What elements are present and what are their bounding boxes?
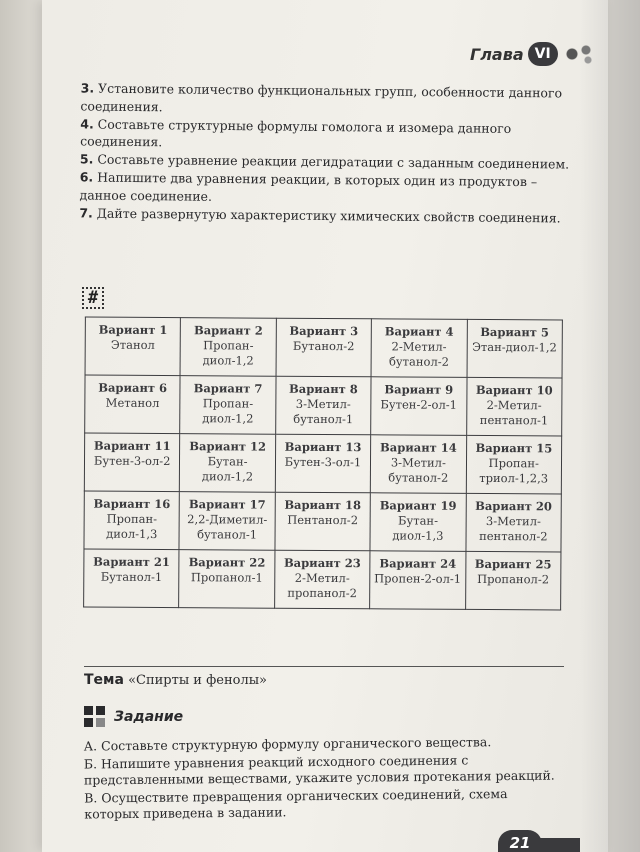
variant-compound: Бутанол-2	[292, 338, 355, 354]
table-row	[84, 433, 561, 494]
variant-cell	[370, 435, 466, 494]
variant-cell	[467, 319, 563, 378]
variant-cell	[276, 318, 372, 377]
variant-compound: Бутен-3-ол-2	[93, 453, 171, 469]
variant-compound: Этанол	[110, 337, 155, 352]
chapter-word: Глава	[470, 44, 524, 64]
divider	[84, 666, 564, 667]
variant-compound: Бутен-3-ол-1	[284, 454, 362, 470]
chapter-decoration-icon	[562, 42, 598, 66]
variant-label: Вариант 12	[189, 439, 267, 454]
variant-compound: Этан-диол-1,2	[472, 339, 557, 355]
variant-cell	[466, 493, 562, 552]
variant-compound: Пропан-диол-1,2	[202, 396, 254, 426]
task-text: Напишите уравнения реакций исходного соединения с представленными веществами, укажите условия протекания реакций.	[83, 751, 555, 788]
variant-cell	[274, 550, 370, 609]
variant-compound: Бутан-диол-1,2	[201, 454, 254, 484]
task-icon	[84, 706, 106, 728]
variant-cell	[371, 319, 467, 378]
variant-label: Вариант 17	[188, 497, 266, 512]
variant-compound: Пропанол-2	[477, 571, 550, 587]
variant-compound: Пентанол-2	[287, 512, 359, 528]
variant-label: Вариант 13	[284, 439, 362, 455]
task-text: Осуществите превращения органических соединений, схема которых приведена в задании.	[84, 785, 508, 822]
topic-line	[84, 672, 267, 688]
variant-cell	[85, 317, 181, 376]
variant-label: Вариант 6	[98, 380, 168, 396]
variant-cell	[180, 434, 276, 493]
variant-compound: Бутанол-1	[100, 569, 163, 585]
variant-label: Вариант 14	[380, 440, 457, 455]
question-number: 6.	[79, 169, 94, 185]
variant-cell	[371, 377, 467, 436]
variant-label: Вариант 16	[93, 496, 171, 512]
task-list	[84, 733, 565, 824]
variant-compound: Пропан-диол-1,2	[202, 338, 254, 368]
hash-icon: #	[82, 287, 104, 309]
variant-cell	[465, 551, 561, 610]
chapter-header	[470, 42, 598, 66]
task-item	[84, 751, 564, 789]
variant-label: Вариант 19	[379, 498, 457, 513]
variant-label: Вариант 11	[93, 438, 171, 454]
variant-label: Вариант 1	[98, 322, 168, 338]
table-row	[84, 491, 561, 552]
question-list	[79, 79, 570, 226]
chapter-number: VI	[528, 42, 558, 66]
variant-label: Вариант 25	[474, 556, 552, 572]
topic-word: Тема	[84, 672, 124, 688]
variant-compound: Пропан-диол-1,3	[106, 511, 158, 541]
page-number: 21	[498, 830, 542, 852]
variant-cell	[180, 318, 276, 377]
question-item	[80, 79, 570, 120]
variant-cell	[85, 375, 181, 434]
variant-compound: Бутан-диол-1,3	[392, 513, 444, 543]
table-row	[85, 375, 562, 436]
task-letter: В.	[84, 789, 98, 806]
task-item	[84, 785, 564, 823]
variant-cell	[466, 377, 562, 436]
variant-compound: 2-Метил-пропанол-2	[287, 570, 358, 601]
question-item	[79, 168, 569, 209]
question-item	[80, 115, 570, 156]
variant-compound: 2-Метил-бутанол-2	[388, 339, 450, 369]
topic-title: «Спирты и фенолы»	[128, 673, 268, 688]
variant-cell	[370, 493, 466, 552]
question-text: Составьте структурные формулы гомолога и изомера данного соединения.	[80, 116, 512, 150]
variant-label: Вариант 21	[93, 554, 171, 570]
variant-cell	[370, 551, 466, 610]
variant-compound: Пропанол-1	[190, 570, 263, 585]
variant-compound: 3-Метил-пентанол-2	[479, 513, 548, 544]
question-text: Дайте развернутую характеристику химических свойств соединения.	[96, 205, 561, 226]
question-number: 5.	[79, 151, 94, 167]
question-text: Установите количество функциональных групп, особенности данного соединения.	[80, 80, 563, 115]
variant-compound: Пропен-2-ол-1	[374, 571, 462, 586]
table-row	[84, 549, 561, 610]
variant-label: Вариант 3	[289, 323, 359, 339]
variant-cell	[84, 491, 180, 550]
page-gutter	[0, 0, 42, 852]
variant-label: Вариант 20	[475, 498, 552, 514]
question-number: 7.	[79, 205, 93, 221]
variants-table	[83, 317, 563, 611]
variant-label: Вариант 24	[379, 556, 457, 571]
variant-compound: Метанол	[105, 395, 160, 410]
task-letter: А.	[83, 738, 98, 754]
variant-compound: 2-Метил-пентанол-1	[479, 397, 549, 428]
variant-label: Вариант 18	[284, 497, 362, 513]
question-number: 3.	[80, 80, 95, 96]
task-text: Составьте структурную формулу органического вещества.	[101, 734, 492, 754]
question-text: Составьте уравнение реакции дегидратации с заданным соединением.	[97, 151, 570, 172]
variant-cell	[180, 376, 276, 435]
variant-cell	[275, 376, 371, 435]
table-row	[85, 317, 562, 378]
variant-label: Вариант 5	[480, 324, 550, 340]
variant-compound: 2,2-Диметил-бутанол-1	[187, 512, 268, 542]
variant-label: Вариант 8	[289, 381, 358, 397]
variant-cell	[275, 492, 371, 551]
variant-compound: Пропан-триол-1,2,3	[479, 456, 549, 486]
question-text: Напишите два уравнения реакции, в которых один из продуктов – данное соединение.	[79, 169, 538, 204]
variant-label: Вариант 4	[384, 324, 454, 339]
variant-cell	[179, 492, 275, 551]
task-title: Задание	[114, 709, 184, 725]
task-header	[84, 706, 183, 728]
task-letter: Б.	[83, 755, 98, 772]
question-number: 4.	[80, 116, 94, 132]
variant-label: Вариант 2	[193, 323, 263, 338]
variant-label: Вариант 7	[193, 381, 263, 396]
variant-label: Вариант 23	[283, 555, 361, 571]
variant-cell	[466, 435, 562, 494]
variant-label: Вариант 22	[188, 555, 266, 570]
variant-label: Вариант 15	[475, 440, 553, 456]
variant-cell	[275, 434, 371, 493]
variant-compound: 3-Метил-бутанол-2	[388, 455, 449, 485]
variant-cell	[84, 549, 180, 608]
page-number-bar	[540, 838, 580, 852]
page-shadow	[580, 0, 640, 852]
variant-cell	[179, 550, 275, 609]
variant-compound: Бутен-2-ол-1	[380, 397, 458, 412]
variant-label: Вариант 10	[475, 382, 553, 398]
variant-cell	[84, 433, 180, 492]
variant-compound: 3-Метил-бутанол-1	[293, 396, 354, 427]
variant-label: Вариант 9	[384, 382, 454, 397]
